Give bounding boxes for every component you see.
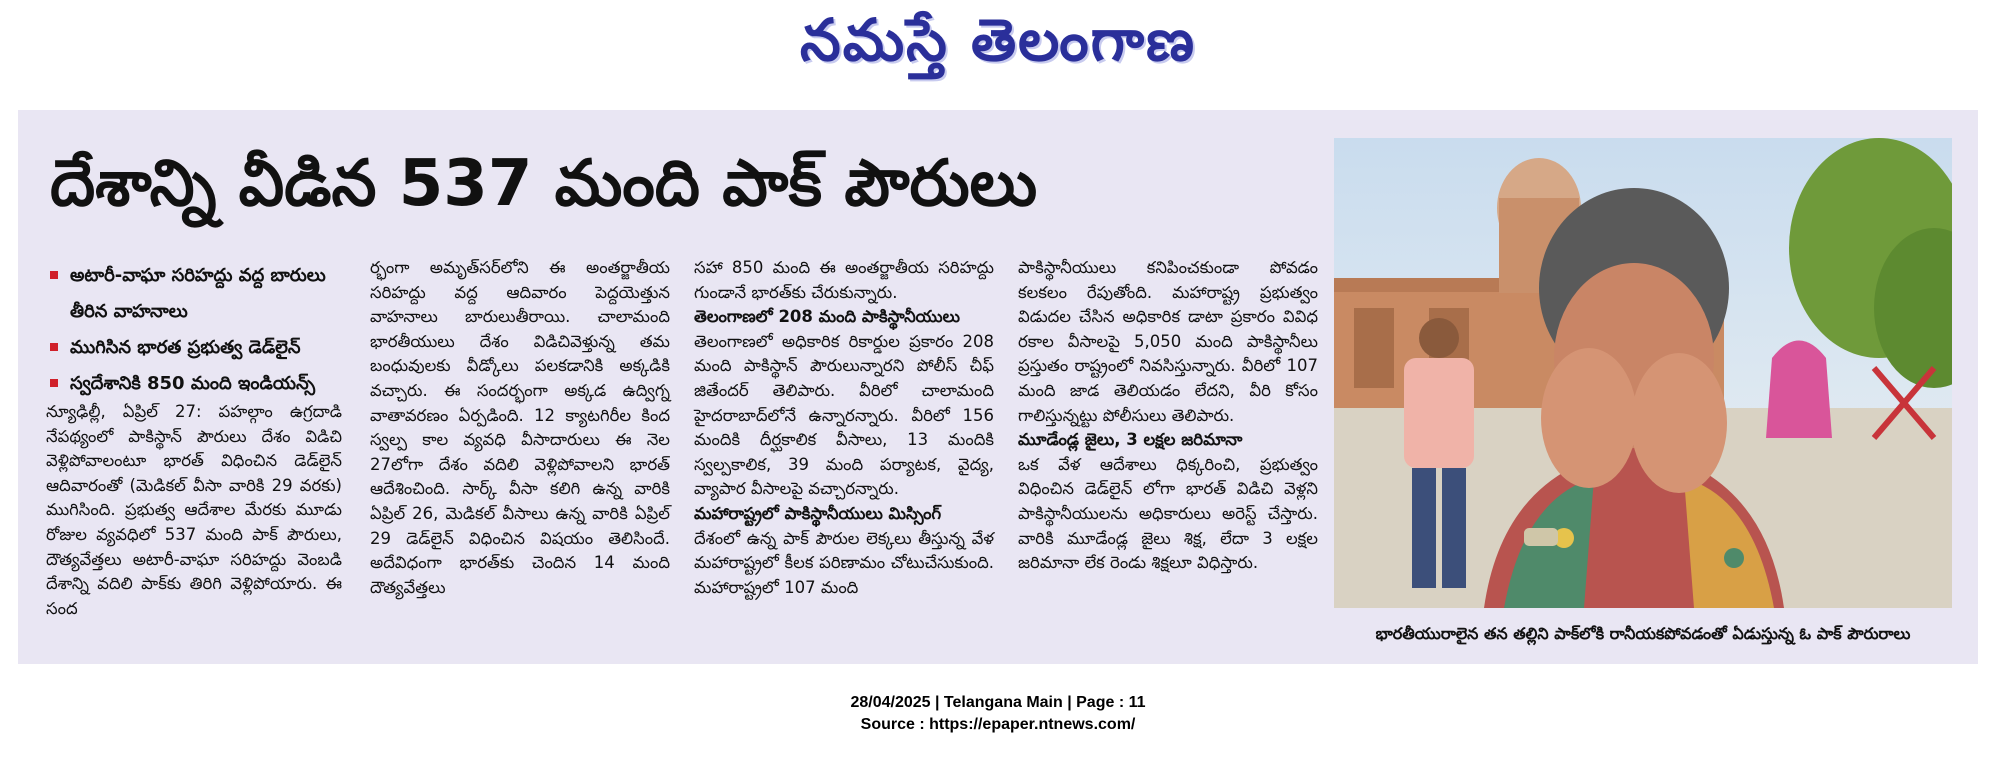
- news-photo: [1334, 138, 1952, 608]
- article-headline: దేశాన్ని వీడిన 537 మంది పాక్ పౌరులు: [50, 147, 1038, 221]
- body-text: ర్భంగా అమృత్‌సర్‌లోని ఈ అంతర్జాతీయ సరిహద్దు వద్ద ఆదివారం పెద్దయెత్తున వాహనాలు బారులుతీరాయి. చాలామంది భారతీయులు దేశం విడిచివెళ్తున్న తమ బంధువులకు వీడ్కోలు పలకడానికి అక్కడికి వచ్చారు. ఈ సందర్భంగా అక్కడ ఉద్విగ్న వాతావరణం ఏర్పడింది. 12 క్యాటగిరీల కింద స్వల్ప కాల వ్యవధి వీసాదారులు ఈ నెల 27లోగా దేశం వదిలి వెళ్లిపోవాలని భారత్ ఆదేశించింది. సార్క్ వీసా కలిగి ఉన్న వారికి ఏప్రిల్ 26, మెడికల్ వీసాలు ఉన్న వారికి ఏప్రిల్ 29 డెడ్‌లైన్ విధించిన విషయం తెలిసిందే. అదేవిధంగా భారత్‌కు చెందిన 14 మంది దౌత్యవేత్తలు: [370, 258, 670, 597]
- article-column-4: [1018, 256, 1318, 576]
- article-column-1: [46, 400, 342, 621]
- bullet-item: స్వదేశానికి 850 మంది ఇండియన్స్: [46, 366, 338, 402]
- bullet-item: ముగిసిన భారత ప్రభుత్వ డెడ్‌లైన్: [46, 330, 338, 366]
- body-text: దేశంలో ఉన్న పాక్ పౌరుల లెక్కలు తీస్తున్న వేళ మహారాష్ట్రలో కీలక పరిణామం చోటుచేసుకుంది. మహారాష్ట్రలో 107 మంది: [694, 528, 994, 597]
- subheading: మూడేండ్ల జైలు, 3 లక్షల జరిమానా: [1018, 430, 1243, 450]
- body-text: పాకిస్థానీయులు కనిపించకుండా పోవడం కలకలం రేపుతోంది. మహారాష్ట్ర ప్రభుత్వం విడుదల చేసిన అధికారిక డాటా ప్రకారం వివిధ రకాల వీసాలపై 5,050 మంది పాకిస్థానీలు ప్రస్తుతం రాష్ట్రంలో నివసిస్తున్నారు. వీరిలో 107 మంది జాడ తెలియడం లేదని, వీరి కోసం గాలిస్తున్నట్టు పోలీసులు తెలిపారు.: [1018, 258, 1318, 425]
- article-column-3: [694, 256, 994, 600]
- body-text: న్యూఢిల్లీ, ఏప్రిల్ 27: పహల్గాం ఉగ్రదాడి నేపథ్యంలో పాకిస్థాన్ పౌరులు దేశం విడిచి వెళ్లిపోవాలంటూ భారత్ విధించిన డెడ్‌లైన్ ఆదివారంతో (మెడికల్ వీసా వారికి 29 వరకు) ముగిసింది. ప్రభుత్వ ఆదేశాల మేరకు మూడు రోజుల వ్యవధిలో 537 మంది పాక్ పౌరులు, దౌత్యవేత్తలు అటారీ-వాఘా సరిహద్దు వెంబడి దేశాన్ని వదిలి పాక్‌కు తిరిగి వెళ్లిపోయారు. ఈ సంద: [46, 402, 342, 618]
- article-column-2: [370, 256, 670, 600]
- source-link[interactable]: Source : https://epaper.ntnews.com/: [860, 716, 1136, 733]
- highlight-bullets: [46, 258, 338, 402]
- body-text: తెలంగాణలో అధికారిక రికార్డుల ప్రకారం 208 మంది పాకిస్థాన్ పౌరులున్నారని పోలీస్ చీఫ్ జితేందర్ తెలిపారు. వీరిలో చాలామంది హైదరాబాద్‌లోనే ఉన్నారన్నారు. వీరిలో 156 మందికి దీర్ఘకాలిక వీసాలు, 13 మందికి స్వల్పకాలిక, 39 మంది పర్యాటక, వైద్య, వ్యాపార వీసాలపై వచ్చారన్నారు.: [694, 331, 994, 499]
- masthead-logo: నమస్తే తెలంగాణ: [800, 6, 1196, 74]
- body-text: సహా 850 మంది ఈ అంతర్జాతీయ సరిహద్దు గుండానే భారత్‌కు చేరుకున్నారు.: [694, 258, 994, 302]
- subheading: తెలంగాణలో 208 మంది పాకిస్థానీయులు: [694, 307, 961, 327]
- subheading: మహారాష్ట్రలో పాకిస్థానీయులు మిస్సింగ్: [694, 503, 942, 523]
- photo-illustration: [1334, 138, 1952, 608]
- bullet-item: అటారీ-వాఘా సరిహద్దు వద్ద బారులు తీరిన వాహనాలు: [46, 258, 338, 330]
- photo-caption: భారతీయురాలైన తన తల్లిని పాక్‌లోకి రానీయకపోవడంతో ఏడుస్తున్న ఓ పాక్ పౌరురాలు: [1375, 624, 1911, 643]
- edition-info: 28/04/2025 | Telangana Main | Page : 11: [850, 694, 1146, 711]
- body-text: ఒక వేళ ఆదేశాలు ధిక్కరించి, ప్రభుత్వం విధించిన డెడ్‌లైన్ లోగా భారత్ విడిచి వెళ్లని పాకిస్థానీయులను అధికారులు అరెస్ట్ చేస్తారు. వారికి మూడేండ్ల జైలు శిక్ష, లేదా 3 లక్షల జరిమానా లేక రెండు శిక్షలూ విధిస్తారు.: [1018, 454, 1318, 573]
- page-footer: [0, 692, 1996, 736]
